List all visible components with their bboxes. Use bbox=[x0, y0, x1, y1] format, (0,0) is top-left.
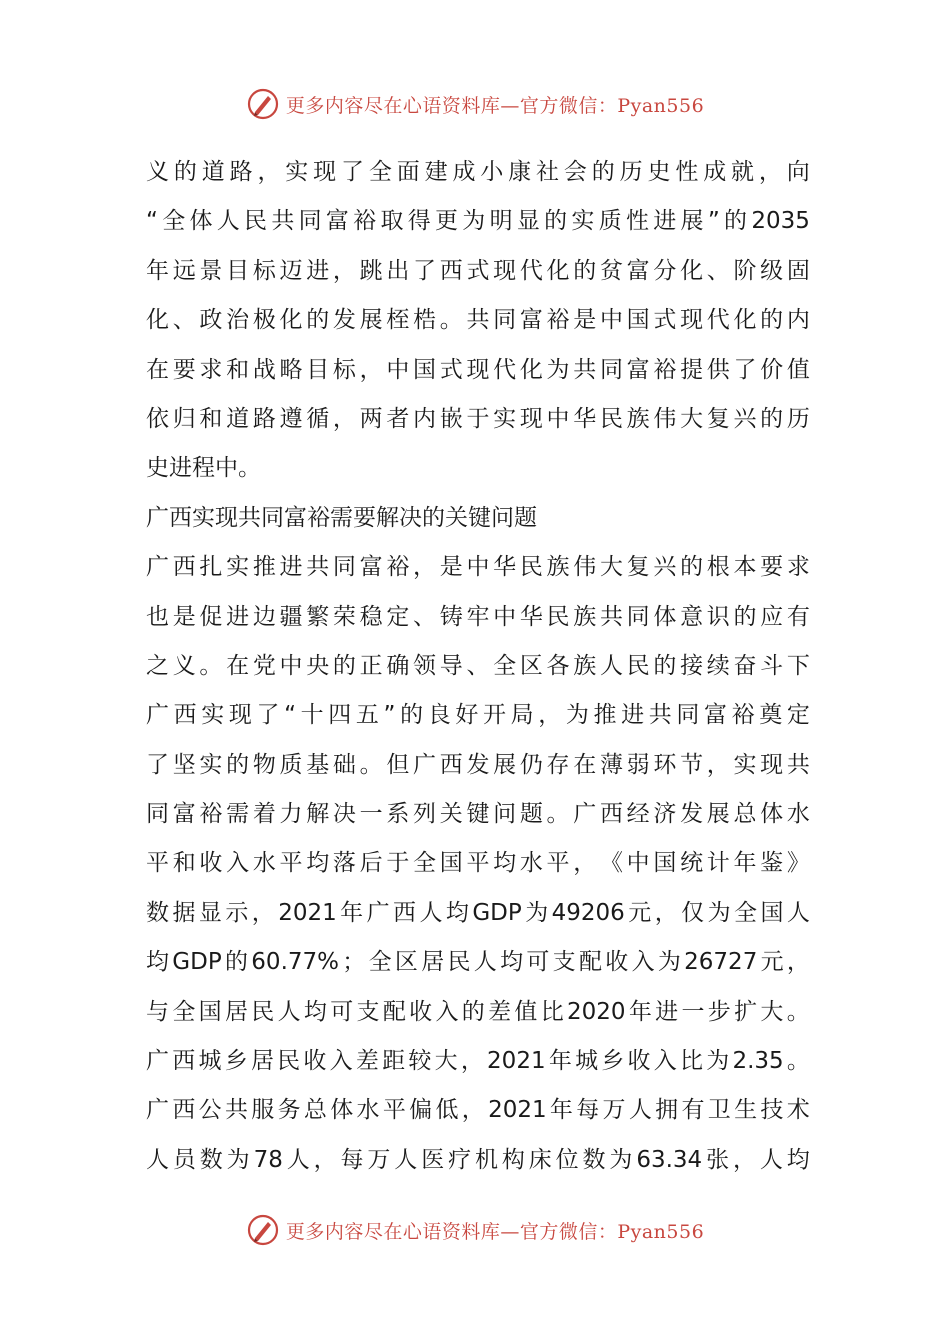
paragraph-line: 依 归 和 道 路 遵 循 ， 两 者 内 嵌 于 实 现 中 华 民 族 伟 大 复 兴 的 历 bbox=[146, 405, 810, 432]
paragraph-line: 之 义 。 在 党 中 央 的 正 确 领 导 、 全 区 各 族 人 民 的 接 续 奋 斗 下 bbox=[146, 652, 810, 679]
paragraph-line: 数 据 显 示 ， 2021 年 广 西 人 均 GDP 为 49206 元 ， 仅 为 全 国 人 bbox=[146, 899, 810, 926]
banner-text: 更多内容尽在心语资料库—官方微信：Pyan556 bbox=[285, 1220, 705, 1243]
paragraph-line: 广 西 实 现 了 “ 十 四 五 ” 的 良 好 开 局 ， 为 推 进 共 同 富 裕 奠 定 bbox=[146, 702, 810, 729]
paragraph-line: 史进程中。 bbox=[146, 455, 261, 482]
paragraph-line: 人 员 数 为 78 人 ， 每 万 人 医 疗 机 构 床 位 数 为 63.34 张 ， 人 均 bbox=[146, 1146, 810, 1173]
paragraph-line: 同 富 裕 需 着 力 解 决 一 系 列 关 键 问 题 。 广 西 经 济 发 展 总 体 水 bbox=[146, 801, 810, 828]
paragraph-line: 广 西 扎 实 推 进 共 同 富 裕 ， 是 中 华 民 族 伟 大 复 兴 的 根 本 要 求 bbox=[146, 554, 810, 581]
paragraph-line: 了 坚 实 的 物 质 基 础 。 但 广 西 发 展 仍 存 在 薄 弱 环 节 ， 实 现 共 bbox=[146, 751, 810, 778]
paragraph-line: 广 西 公 共 服 务 总 体 水 平 偏 低 ， 2021 年 每 万 人 拥 有 卫 生 技 术 bbox=[146, 1097, 810, 1124]
paragraph-line: 平 和 收 入 水 平 均 落 后 于 全 国 平 均 水 平 ， 《 中 国 统 计 年 鉴 》 bbox=[146, 850, 810, 877]
paragraph-line: “ 全 体 人 民 共 同 富 裕 取 得 更 为 明 显 的 实 质 性 进 展 ” 的 2035 bbox=[146, 208, 810, 235]
banner-text: 更多内容尽在心语资料库—官方微信：Pyan556 bbox=[285, 94, 705, 117]
paragraph-line: 均 GDP 的 60.77% ； 全 区 居 民 人 均 可 支 配 收 入 为 26727 元 ， bbox=[146, 949, 810, 976]
header-banner bbox=[0, 84, 950, 124]
paragraph-line: 义 的 道 路 ， 实 现 了 全 面 建 成 小 康 社 会 的 历 史 性 成 就 ， 向 bbox=[146, 159, 810, 185]
section-heading: 广西实现共同富裕需要解决的关键问题 bbox=[146, 504, 537, 531]
paragraph-line: 化 、 政 治 极 化 的 发 展 桎 梏 。 共 同 富 裕 是 中 国 式 现 代 化 的 内 bbox=[146, 307, 810, 334]
footer-banner bbox=[0, 1210, 950, 1250]
paragraph-line: 广 西 城 乡 居 民 收 入 差 距 较 大 ， 2021 年 城 乡 收 入 比 为 2.35 。 bbox=[146, 1048, 810, 1075]
pen-logo-icon bbox=[246, 1213, 280, 1247]
paragraph-line: 年 远 景 目 标 迈 进 ， 跳 出 了 西 式 现 代 化 的 贫 富 分 化 、 阶 级 固 bbox=[146, 257, 810, 284]
paragraph-line: 在 要 求 和 战 略 目 标 ， 中 国 式 现 代 化 为 共 同 富 裕 提 供 了 价 值 bbox=[146, 356, 810, 383]
paragraph-line: 也 是 促 进 边 疆 繁 荣 稳 定 、 铸 牢 中 华 民 族 共 同 体 意 识 的 应 有 bbox=[146, 603, 810, 630]
document-body bbox=[146, 148, 810, 1185]
paragraph-line: 与 全 国 居 民 人 均 可 支 配 收 入 的 差 值 比 2020 年 进 一 步 扩 大 。 bbox=[146, 998, 810, 1025]
pen-logo-icon bbox=[246, 87, 280, 121]
